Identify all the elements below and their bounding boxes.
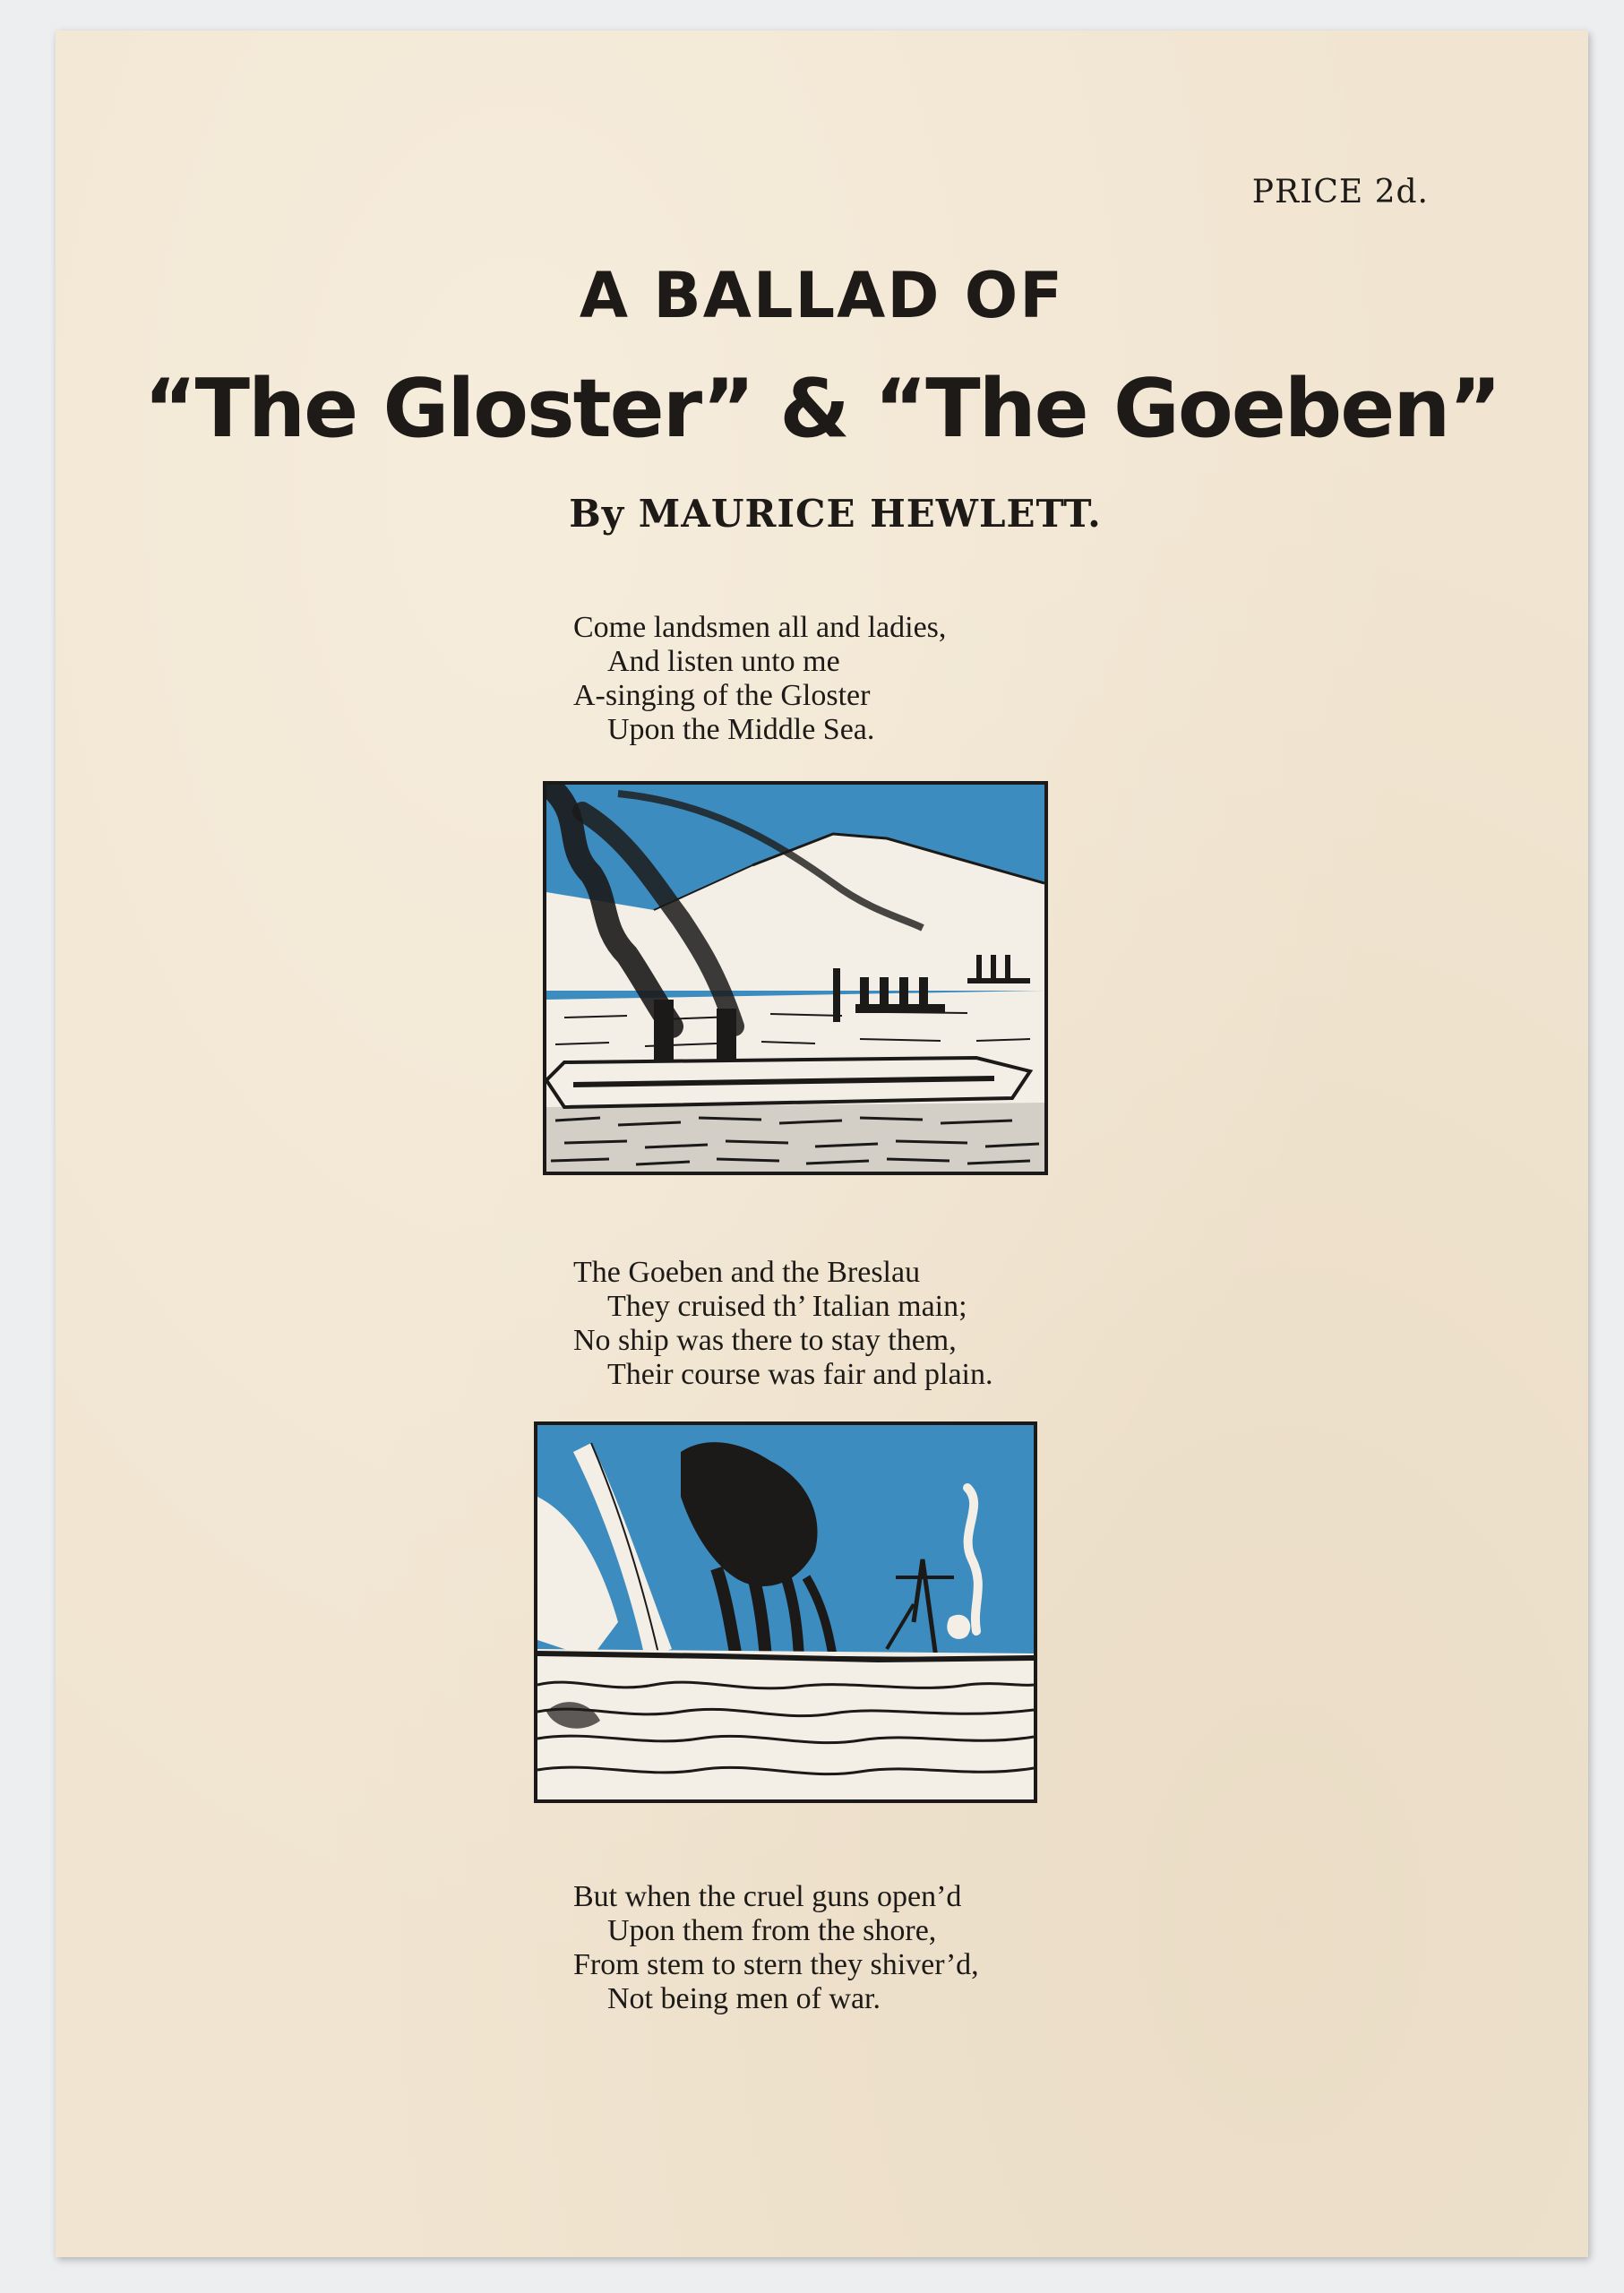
stanza-2	[573, 1256, 993, 1392]
stanza-1	[573, 611, 946, 747]
stanza-line: Come landsmen all and ladies,	[573, 611, 947, 644]
stanza-line: The Goeben and the Breslau	[573, 1256, 921, 1289]
stanza-line: And listen unto me	[607, 645, 840, 678]
stanza-line: Upon the Middle Sea.	[607, 713, 875, 746]
stanza-line: Not being men of war.	[607, 1982, 881, 2015]
ballad-sheet	[56, 30, 1588, 2257]
author-line: By MAURICE HEWLETT.	[569, 492, 1102, 536]
stanza-line: But when the cruel guns open’d	[573, 1880, 962, 1913]
stanza-3	[573, 1880, 979, 2016]
stanza-line: Upon them from the shore,	[607, 1914, 937, 1947]
illustration-shellfire	[534, 1421, 1037, 1803]
stanza-line: From stem to stern they shiver’d,	[573, 1948, 979, 1981]
title-line-2: “The Gloster” & “The Goeben”	[143, 362, 1500, 456]
stanza-line: No ship was there to stay them,	[573, 1324, 957, 1357]
stanza-line: A-singing of the Gloster	[573, 679, 871, 712]
stanza-line: Their course was fair and plain.	[607, 1358, 993, 1391]
stanza-line: They cruised th’ Italian main;	[607, 1290, 967, 1323]
price-label: PRICE 2d.	[1251, 174, 1429, 210]
illustration-ships-off-coast	[543, 781, 1048, 1175]
title-line-1: A BALLAD OF	[579, 259, 1065, 332]
